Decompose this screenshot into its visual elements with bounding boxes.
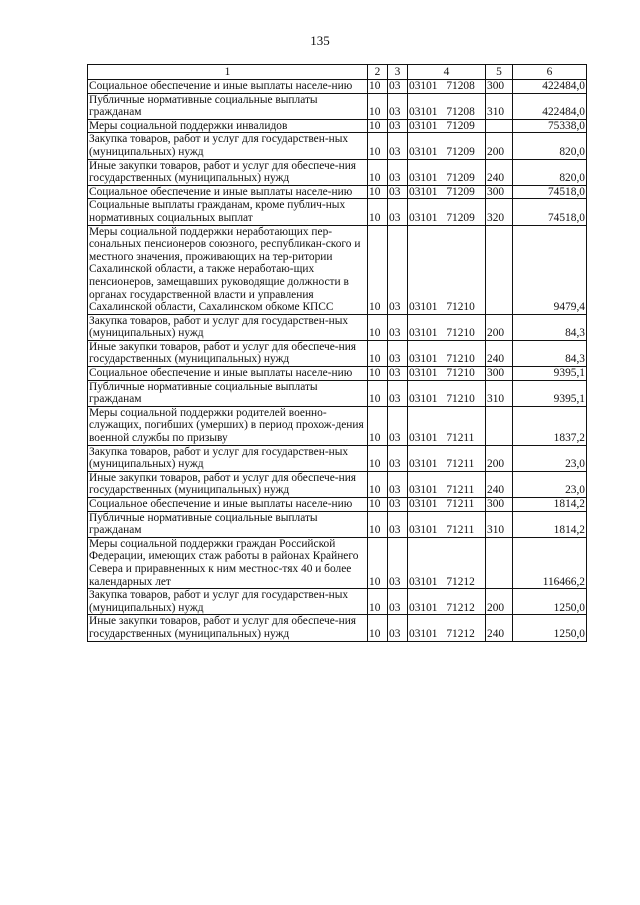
row-expense-type: 300: [486, 367, 513, 381]
row-amount: 23,0: [513, 445, 587, 471]
row-amount: 1250,0: [513, 589, 587, 615]
table-row: [88, 159, 587, 185]
row-target-article: 03101 71210: [408, 340, 486, 366]
row-amount: 422484,0: [513, 93, 587, 119]
row-subsection: 03: [388, 445, 408, 471]
row-subsection: 03: [388, 511, 408, 537]
table-row: [88, 340, 587, 366]
table-row: [88, 119, 587, 133]
row-target-article: 03101 71209: [408, 119, 486, 133]
row-target-article: 03101 71212: [408, 537, 486, 588]
row-subsection: 03: [388, 119, 408, 133]
row-subsection: 03: [388, 225, 408, 314]
row-amount: 422484,0: [513, 80, 587, 94]
row-expense-type: 310: [486, 511, 513, 537]
row-target-article: 03101 71211: [408, 445, 486, 471]
row-name: Публичные нормативные социальные выплаты гражданам: [88, 511, 368, 537]
row-target-article: 03101 71210: [408, 225, 486, 314]
table-row: [88, 225, 587, 314]
row-subsection: 03: [388, 340, 408, 366]
row-amount: 1250,0: [513, 615, 587, 641]
row-name: Закупка товаров, работ и услуг для государствен-ных (муниципальных) нужд: [88, 133, 368, 159]
row-subsection: 03: [388, 185, 408, 199]
row-name: Социальное обеспечение и иные выплаты населе-нию: [88, 498, 368, 512]
row-amount: 75338,0: [513, 119, 587, 133]
row-amount: 9479,4: [513, 225, 587, 314]
row-name: Закупка товаров, работ и услуг для государствен-ных (муниципальных) нужд: [88, 314, 368, 340]
row-expense-type: 310: [486, 93, 513, 119]
row-name: Закупка товаров, работ и услуг для государствен-ных (муниципальных) нужд: [88, 445, 368, 471]
header-col-3: 3: [388, 65, 408, 80]
row-amount: 74518,0: [513, 185, 587, 199]
row-expense-type: 300: [486, 80, 513, 94]
table-row: [88, 511, 587, 537]
row-target-article: 03101 71209: [408, 159, 486, 185]
row-name: Иные закупки товаров, работ и услуг для обеспече-ния государственных (муниципальных) нужд: [88, 471, 368, 497]
header-col-1: 1: [88, 65, 368, 80]
row-amount: 74518,0: [513, 199, 587, 225]
row-amount: 1814,2: [513, 511, 587, 537]
row-expense-type: 240: [486, 615, 513, 641]
row-target-article: 03101 71211: [408, 498, 486, 512]
row-target-article: 03101 71212: [408, 615, 486, 641]
row-target-article: 03101 71210: [408, 367, 486, 381]
row-subsection: 03: [388, 498, 408, 512]
row-name: Меры социальной поддержки инвалидов: [88, 119, 368, 133]
row-section: 10: [368, 340, 388, 366]
table-row: [88, 615, 587, 641]
row-section: 10: [368, 615, 388, 641]
table-row: [88, 80, 587, 94]
row-name: Иные закупки товаров, работ и услуг для обеспече-ния государственных (муниципальных) нужд: [88, 340, 368, 366]
row-amount: 1837,2: [513, 406, 587, 445]
budget-table: [87, 64, 587, 642]
row-subsection: 03: [388, 615, 408, 641]
table-row: [88, 367, 587, 381]
row-name: Публичные нормативные социальные выплаты гражданам: [88, 93, 368, 119]
row-expense-type: 240: [486, 159, 513, 185]
row-subsection: 03: [388, 314, 408, 340]
row-target-article: 03101 71209: [408, 185, 486, 199]
row-target-article: 03101 71209: [408, 133, 486, 159]
table-row: [88, 133, 587, 159]
row-expense-type: 240: [486, 340, 513, 366]
row-amount: 9395,1: [513, 380, 587, 406]
table-row: [88, 471, 587, 497]
table-row: [88, 314, 587, 340]
row-target-article: 03101 71209: [408, 199, 486, 225]
row-section: 10: [368, 119, 388, 133]
row-subsection: 03: [388, 133, 408, 159]
row-expense-type: 200: [486, 133, 513, 159]
table-row: [88, 199, 587, 225]
row-section: 10: [368, 406, 388, 445]
row-amount: 1814,2: [513, 498, 587, 512]
row-expense-type: 300: [486, 185, 513, 199]
row-expense-type: [486, 537, 513, 588]
row-subsection: 03: [388, 537, 408, 588]
row-amount: 9395,1: [513, 367, 587, 381]
header-col-5: 5: [486, 65, 513, 80]
row-subsection: 03: [388, 80, 408, 94]
row-amount: 820,0: [513, 133, 587, 159]
row-expense-type: [486, 406, 513, 445]
row-name: Публичные нормативные социальные выплаты гражданам: [88, 380, 368, 406]
row-target-article: 03101 71208: [408, 93, 486, 119]
row-expense-type: 200: [486, 314, 513, 340]
row-target-article: 03101 71212: [408, 589, 486, 615]
table-row: [88, 406, 587, 445]
table-row: [88, 93, 587, 119]
row-subsection: 03: [388, 380, 408, 406]
row-name: Меры социальной поддержки неработающих пер-сональных пенсионеров союзного, республикан-ского и местного значения, проживающих на тер-ритории Сахалинской области, а также неработаю-щих пенсионеров, замещавших руководящие должности в органах государственной власти и управления Сахалинской области, Сахалинском обкоме КПСС: [88, 225, 368, 314]
row-section: 10: [368, 314, 388, 340]
row-section: 10: [368, 445, 388, 471]
row-name: Социальное обеспечение и иные выплаты населе-нию: [88, 367, 368, 381]
header-col-4: 4: [408, 65, 486, 80]
table-row: [88, 380, 587, 406]
header-row: [88, 65, 587, 80]
row-amount: 23,0: [513, 471, 587, 497]
row-amount: 84,3: [513, 314, 587, 340]
row-name: Меры социальной поддержки родителей военно-служащих, погибших (умерших) в период прохож-дения военной службы по призыву: [88, 406, 368, 445]
row-expense-type: 300: [486, 498, 513, 512]
row-name: Меры социальной поддержки граждан Российской Федерации, имеющих стаж работы в районах Крайнего Севера и приравненных к ним местнос-тях 40 и более календарных лет: [88, 537, 368, 588]
row-expense-type: [486, 119, 513, 133]
row-expense-type: 200: [486, 445, 513, 471]
table-row: [88, 589, 587, 615]
row-section: 10: [368, 511, 388, 537]
row-target-article: 03101 71211: [408, 511, 486, 537]
row-amount: 820,0: [513, 159, 587, 185]
row-expense-type: 320: [486, 199, 513, 225]
row-expense-type: 200: [486, 589, 513, 615]
row-section: 10: [368, 537, 388, 588]
row-name: Социальное обеспечение и иные выплаты населе-нию: [88, 80, 368, 94]
row-amount: 116466,2: [513, 537, 587, 588]
row-subsection: 03: [388, 406, 408, 445]
table-row: [88, 537, 587, 588]
row-section: 10: [368, 380, 388, 406]
table-row: [88, 445, 587, 471]
row-target-article: 03101 71210: [408, 380, 486, 406]
row-subsection: 03: [388, 471, 408, 497]
row-expense-type: 240: [486, 471, 513, 497]
row-section: 10: [368, 199, 388, 225]
row-expense-type: 310: [486, 380, 513, 406]
header-col-6: 6: [513, 65, 587, 80]
row-name: Социальное обеспечение и иные выплаты населе-нию: [88, 185, 368, 199]
row-subsection: 03: [388, 159, 408, 185]
row-section: 10: [368, 133, 388, 159]
table-row: [88, 185, 587, 199]
row-section: 10: [368, 93, 388, 119]
page-number: 135: [310, 33, 330, 48]
row-name: Закупка товаров, работ и услуг для государствен-ных (муниципальных) нужд: [88, 589, 368, 615]
row-target-article: 03101 71208: [408, 80, 486, 94]
row-section: 10: [368, 367, 388, 381]
row-section: 10: [368, 471, 388, 497]
row-name: Иные закупки товаров, работ и услуг для обеспече-ния государственных (муниципальных) нужд: [88, 159, 368, 185]
row-subsection: 03: [388, 93, 408, 119]
row-target-article: 03101 71210: [408, 314, 486, 340]
row-name: Социальные выплаты гражданам, кроме публич-ных нормативных социальных выплат: [88, 199, 368, 225]
row-section: 10: [368, 225, 388, 314]
row-section: 10: [368, 80, 388, 94]
row-expense-type: [486, 225, 513, 314]
row-subsection: 03: [388, 589, 408, 615]
row-target-article: 03101 71211: [408, 406, 486, 445]
row-section: 10: [368, 498, 388, 512]
row-section: 10: [368, 185, 388, 199]
row-section: 10: [368, 589, 388, 615]
row-subsection: 03: [388, 367, 408, 381]
row-subsection: 03: [388, 199, 408, 225]
row-name: Иные закупки товаров, работ и услуг для обеспече-ния государственных (муниципальных) нужд: [88, 615, 368, 641]
row-target-article: 03101 71211: [408, 471, 486, 497]
header-col-2: 2: [368, 65, 388, 80]
row-section: 10: [368, 159, 388, 185]
table-row: [88, 498, 587, 512]
row-amount: 84,3: [513, 340, 587, 366]
